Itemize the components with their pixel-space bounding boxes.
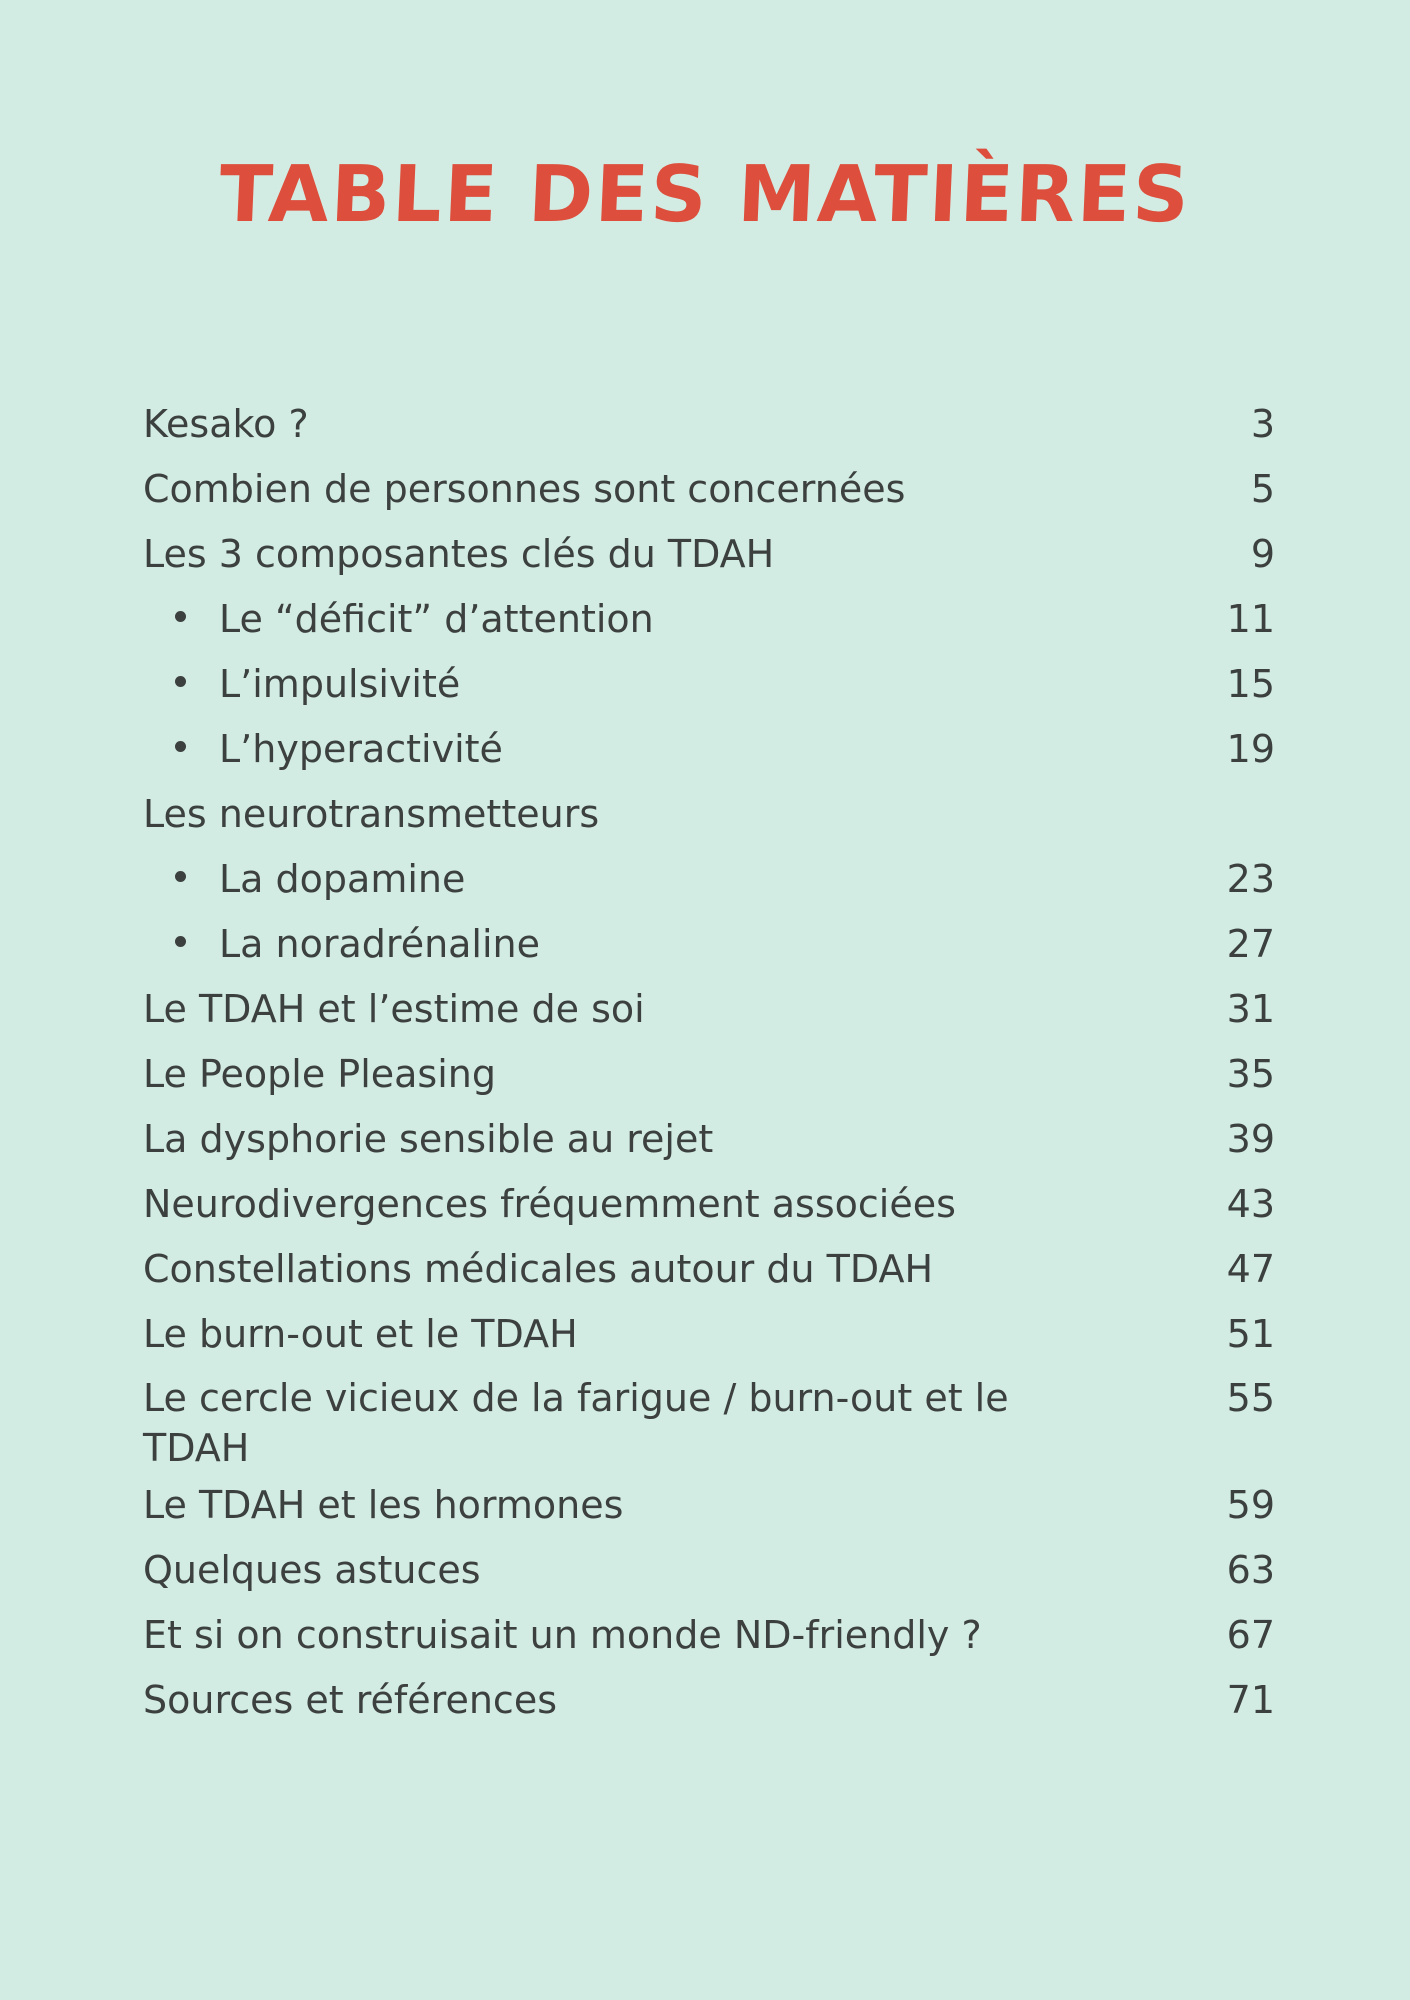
toc-entry-label: La noradrénaline (219, 922, 541, 966)
toc-entry-label: Le cercle vicieux de la farigue / burn-out et le TDAH (143, 1376, 1009, 1470)
toc-entry-page-number: 39 (1226, 1117, 1275, 1161)
toc-entry-impulsivite[interactable] (143, 652, 1275, 717)
toc-entry-sources-references[interactable] (143, 1668, 1275, 1733)
toc-entry-label: Les 3 composantes clés du TDAH (143, 532, 775, 576)
toc-entry-page-number: 11 (1226, 597, 1275, 641)
toc-entry-page-number: 47 (1226, 1247, 1275, 1291)
toc-entry-label-wrapper (175, 717, 527, 782)
toc-entry-label: Constellations médicales autour du TDAH (143, 1247, 934, 1291)
toc-entry-page-number: 51 (1226, 1312, 1275, 1356)
toc-entry-page-number: 43 (1226, 1182, 1275, 1226)
toc-entry-label: Le TDAH et l’estime de soi (143, 987, 645, 1031)
toc-entry-label-wrapper (175, 847, 489, 912)
toc-entry-page-number: 5 (1250, 467, 1275, 511)
toc-entry-page-number: 67 (1226, 1613, 1275, 1657)
toc-entry-label: L’hyperactivité (219, 727, 503, 771)
toc-entry-label: La dysphorie sensible au rejet (143, 1117, 714, 1161)
toc-entry-label-wrapper (175, 912, 564, 977)
toc-entry-page-number: 71 (1226, 1678, 1275, 1722)
toc-entry-label: Le TDAH et les hormones (143, 1483, 624, 1527)
table-of-contents-list (143, 392, 1275, 1733)
toc-entry-label: La dopamine (219, 857, 466, 901)
toc-entry-page-number: 55 (1226, 1376, 1275, 1420)
bullet-icon (175, 676, 186, 687)
toc-entry-label: Les neurotransmetteurs (143, 792, 600, 836)
toc-entry-constellations-medicales[interactable] (143, 1237, 1275, 1302)
toc-entry-people-pleasing[interactable] (143, 1042, 1275, 1107)
toc-entry-label: Neurodivergences fréquemment associées (143, 1182, 956, 1226)
toc-entry-dysphorie-rejet[interactable] (143, 1107, 1275, 1172)
toc-entry-dopamine[interactable] (143, 847, 1275, 912)
toc-entry-astuces[interactable] (143, 1538, 1275, 1603)
toc-entry-page-number: 59 (1226, 1483, 1275, 1527)
toc-entry-label: Sources et références (143, 1678, 557, 1722)
toc-entry-neurotransmetteurs[interactable] (143, 782, 1275, 847)
toc-entry-page-number: 63 (1226, 1548, 1275, 1592)
toc-entry-label: Le People Pleasing (143, 1052, 496, 1096)
toc-entry-cercle-vicieux[interactable] (143, 1367, 1275, 1473)
toc-entry-page-number: 35 (1226, 1052, 1275, 1096)
toc-entry-page-number: 3 (1250, 402, 1275, 446)
toc-entry-page-number: 9 (1250, 532, 1275, 576)
toc-entry-label: Le burn-out et le TDAH (143, 1312, 578, 1356)
toc-entry-label: Quelques astuces (143, 1548, 481, 1592)
toc-entry-label-wrapper (175, 587, 678, 652)
bullet-icon (175, 936, 186, 947)
toc-entry-hyperactivite[interactable] (143, 717, 1275, 782)
toc-entry-page-number: 15 (1226, 662, 1275, 706)
toc-entry-label: Le “déficit” d’attention (219, 597, 654, 641)
toc-entry-page-number: 31 (1226, 987, 1275, 1031)
toc-entry-label: Et si on construisait un monde ND-friendly ? (143, 1613, 982, 1657)
toc-entry-composantes-cles[interactable] (143, 522, 1275, 587)
toc-entry-page-number: 19 (1226, 727, 1275, 771)
toc-entry-hormones[interactable] (143, 1473, 1275, 1538)
toc-entry-deficit-attention[interactable] (143, 587, 1275, 652)
bullet-icon (175, 871, 186, 882)
toc-entry-label: L’impulsivité (219, 662, 461, 706)
toc-entry-combien-de-personnes[interactable] (143, 457, 1275, 522)
toc-entry-label-wrapper (175, 652, 484, 717)
bullet-icon (175, 611, 186, 622)
toc-entry-noradrenaline[interactable] (143, 912, 1275, 977)
toc-entry-label: Combien de personnes sont concernées (143, 467, 906, 511)
toc-entry-estime-de-soi[interactable] (143, 977, 1275, 1042)
toc-entry-monde-nd-friendly[interactable] (143, 1603, 1275, 1668)
toc-entry-label: Kesako ? (143, 402, 309, 446)
toc-entry-burn-out[interactable] (143, 1302, 1275, 1367)
toc-entry-kesako[interactable] (143, 392, 1275, 457)
bullet-icon (175, 741, 186, 752)
toc-entry-page-number: 27 (1226, 922, 1275, 966)
page-title: TABLE DES MATIÈRES (217, 150, 1193, 241)
toc-entry-neurodivergences[interactable] (143, 1172, 1275, 1237)
toc-entry-page-number: 23 (1226, 857, 1275, 901)
